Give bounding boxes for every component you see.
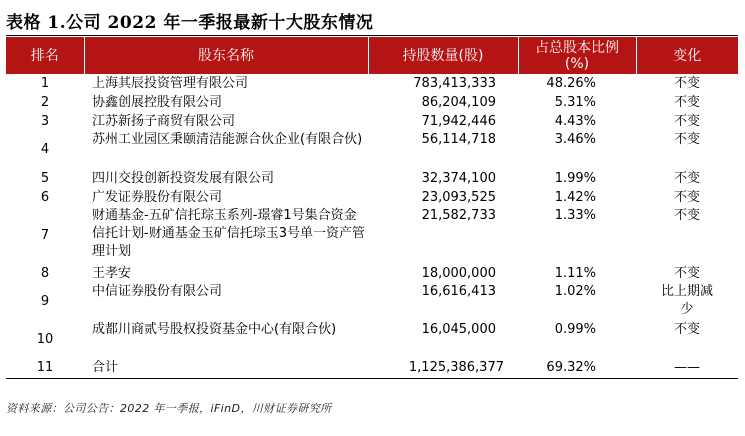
cell-ratio: 0.99%: [554, 322, 596, 337]
table-header-row: [6, 37, 738, 74]
table-row: [6, 112, 738, 131]
cell-rank: 8: [40, 265, 50, 281]
cell-name: 四川交投创新投资发展有限公司: [92, 170, 275, 186]
cell-ratio: 69.32%: [518, 359, 636, 378]
cell-change: 不变: [673, 132, 700, 147]
cell-rank: 7: [40, 227, 50, 243]
table-row: [6, 264, 738, 283]
cell-ratio: 1.11%: [554, 265, 596, 281]
cell-name: 王孝安: [92, 265, 132, 281]
cell-shares: 32,374,100: [421, 170, 496, 186]
cell-ratio: 4.43%: [554, 113, 596, 129]
header-change: 变化: [636, 37, 738, 74]
cell-name: 苏州工业园区秉颐清洁能源合伙企业(有限合伙): [92, 132, 363, 147]
cell-change: 不变: [673, 189, 700, 205]
cell-change: 不变: [673, 113, 700, 129]
cell-name: 协鑫创展控股有限公司: [92, 94, 223, 110]
cell-rank: 3: [40, 113, 50, 129]
cell-ratio: 1.42%: [554, 189, 596, 205]
cell-rank: 5: [40, 170, 50, 186]
table-row: [6, 283, 738, 321]
cell-change: 不变: [673, 208, 700, 223]
cell-change: ——: [636, 359, 738, 378]
cell-ratio: 1.02%: [554, 284, 596, 299]
table-row: [6, 188, 738, 207]
cell-name: 江苏新扬子商贸有限公司: [92, 113, 236, 129]
cell-change: 不变: [673, 75, 700, 91]
table-row: [6, 207, 738, 264]
cell-change: 不变: [673, 322, 700, 337]
cell-name: 合计: [84, 359, 368, 378]
header-ratio: 占总股本比例(%): [518, 37, 636, 74]
cell-ratio: 1.33%: [554, 208, 596, 223]
cell-shares: 23,093,525: [421, 189, 496, 205]
table-row: [6, 359, 738, 378]
cell-shares: 16,616,413: [421, 284, 496, 299]
table-row: [6, 169, 738, 188]
header-rank: 排名: [6, 37, 84, 74]
cell-shares: 71,942,446: [421, 113, 496, 129]
cell-change: 不变: [673, 170, 700, 186]
cell-ratio: 48.26%: [546, 75, 596, 91]
cell-shares: 1,125,386,377: [368, 359, 518, 378]
cell-shares: 783,413,333: [413, 75, 496, 91]
cell-name: 中信证券股份有限公司: [92, 284, 223, 299]
cell-shares: 21,582,733: [421, 208, 496, 223]
cell-rank: 1: [40, 75, 50, 91]
cell-rank: 2: [40, 94, 50, 110]
table-row: [6, 131, 738, 169]
cell-ratio: 1.99%: [554, 170, 596, 186]
table-row: [6, 321, 738, 359]
cell-shares: 56,114,718: [421, 132, 496, 147]
cell-name: 广发证券股份有限公司: [92, 189, 223, 205]
cell-rank: 4: [40, 142, 50, 157]
cell-rank: 6: [40, 189, 50, 205]
cell-name: 财通基金-五矿信托琮玉系列-璟睿1号集合资金信托计划-财通基金玉矿信托琮玉3号单一资产管理计划: [92, 208, 365, 259]
cell-rank: 10: [36, 332, 54, 347]
title-divider: [6, 35, 738, 36]
source-note: 资料来源：公司公告：2022 年一季报，iFinD，川财证券研究所: [6, 402, 332, 415]
cell-change: 不变: [673, 265, 700, 281]
cell-shares: 18,000,000: [421, 265, 496, 281]
cell-ratio: 3.46%: [554, 132, 596, 147]
header-shares: 持股数量(股): [368, 37, 518, 74]
cell-shares: 86,204,109: [421, 94, 496, 110]
cell-name: 成都川商贰号股权投资基金中心(有限合伙): [92, 322, 337, 337]
shareholder-table: [6, 37, 738, 379]
header-name: 股东名称: [84, 37, 368, 74]
table-title: 表格 1.公司 2022 年一季报最新十大股东情况: [6, 13, 374, 33]
cell-rank: 11: [6, 359, 84, 378]
cell-name: 上海其辰投资管理有限公司: [92, 75, 249, 91]
cell-change: 不变: [673, 94, 700, 110]
table-row: [6, 93, 738, 112]
table-row: [6, 74, 738, 93]
cell-rank: 9: [40, 294, 50, 309]
cell-ratio: 5.31%: [554, 94, 596, 110]
cell-shares: 16,045,000: [421, 322, 496, 337]
cell-change: 比上期减少: [660, 284, 713, 317]
